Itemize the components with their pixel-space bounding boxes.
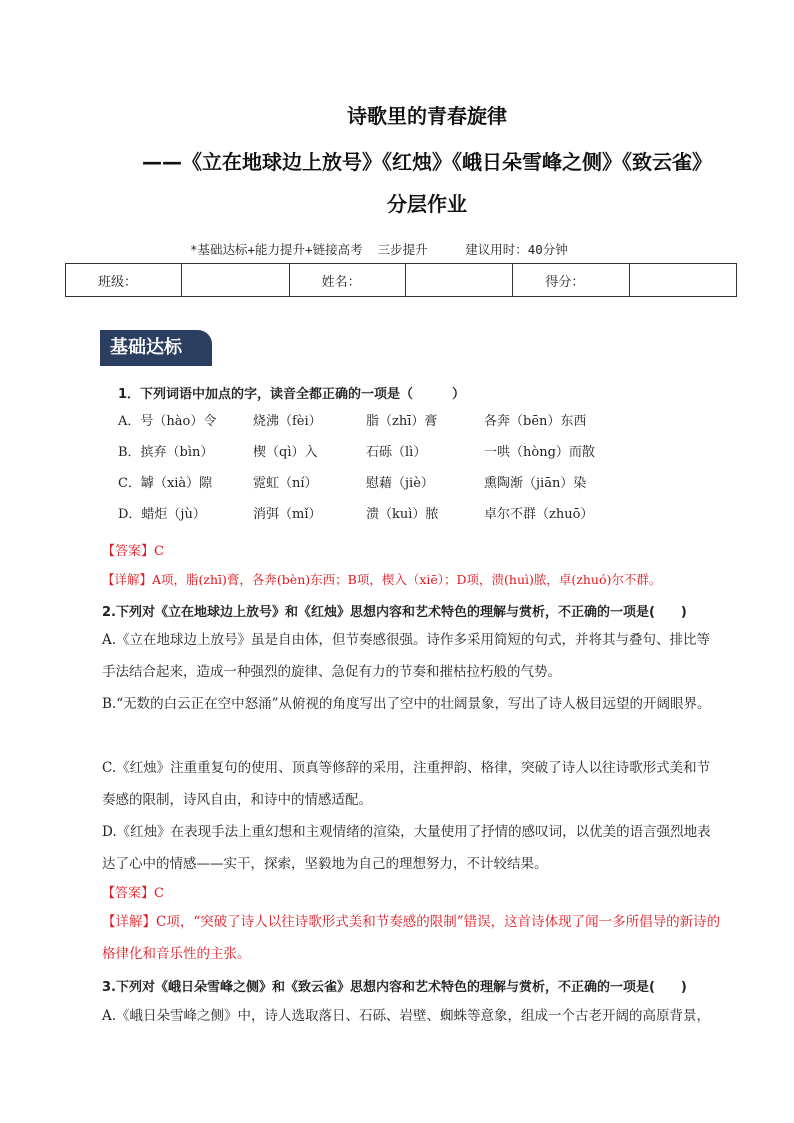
document-tag: 分层作业 [387, 192, 467, 216]
section-badge: 基础达标 [100, 330, 212, 366]
student-info-table [65, 263, 737, 297]
q2-option-a: A.《立在地球边上放号》虽是自由体，但节奏感很强。诗作多采用简短的句式，并将其与叠句、排比等手法结合起来，造成一种强烈的旋律、急促有力的节奏和摧枯拉朽般的气势。 [102, 632, 711, 680]
q1-option: 溃（kuì）脓 [366, 507, 439, 522]
q1-stem: 1．下列词语中加点的字，读音全都正确的一项是（ ） [118, 387, 466, 402]
q1-option: 烧沸（fèi） [253, 414, 322, 429]
answer-label: 【答案】 [102, 544, 155, 559]
q1-option: 一哄（hòng）而散 [484, 445, 595, 460]
detail-text: A项，脂(zhī)膏，各奔(bèn)东西；B项，楔入（xiē）；D项，溃(huì)脓，卓(zhuó)尔不群。 [152, 572, 662, 587]
q2-option-d: D.《红烛》在表现手法上重幻想和主观情绪的渲染，大量使用了抒情的感叹词，以优美的语言强烈地表达了心中的情感——实干，探索，坚毅地为自己的理想努力，不计较结果。 [102, 824, 711, 872]
detail-label: 【详解】 [102, 572, 153, 587]
document-title: 诗歌里的青春旋律 [347, 104, 507, 128]
q1-option: 石砾（lì） [366, 445, 427, 460]
answer-value: C [154, 544, 164, 559]
q1-option: 楔（qì）入 [253, 445, 318, 460]
assignment-meta: *基础达标+能力提升+链接高考 三步提升 建议用时：40分钟 [190, 242, 568, 257]
q1-option: 消弭（mǐ） [253, 507, 322, 522]
detail-label: 【详解】 [102, 914, 156, 930]
class-field[interactable] [182, 264, 289, 297]
q1-option: 慰藉（jiè） [366, 476, 434, 491]
score-field[interactable] [629, 264, 737, 297]
q1-option: B．摈弃（bìn） [118, 445, 214, 460]
answer-value: C [154, 886, 164, 901]
q1-option: 脂（zhī）膏 [366, 414, 438, 429]
q2-option-b: B.“无数的白云正在空中怒涌”从俯视的角度写出了空中的壮阔景象，写出了诗人极目远望的开阔眼界。 [102, 696, 711, 712]
q1-option: D．蜡炬（jù） [118, 507, 206, 522]
q2-stem: 2.下列对《立在地球边上放号》和《红烛》思想内容和艺术特色的理解与赏析，不正确的一项是( ) [102, 605, 687, 620]
score-label: 得分： [513, 264, 629, 297]
q3-stem: 3.下列对《峨日朵雪峰之侧》和《致云雀》思想内容和艺术特色的理解与赏析，不正确的一项是( ) [102, 980, 687, 995]
name-label: 姓名： [289, 264, 405, 297]
q1-option: 卓尔不群（zhuō） [484, 507, 594, 522]
detail-text: C项，“突破了诗人以往诗歌形式美和节奏感的限制”错误，这首诗体现了闻一多所倡导的新诗的格律化和音乐性的主张。 [102, 914, 721, 962]
q1-detail [102, 570, 661, 588]
q1-option: A．号（hào）令 [118, 414, 217, 429]
q2-detail [102, 906, 727, 970]
document-subtitle: ——《立在地球边上放号》《红烛》《峨日朵雪峰之侧》《致云雀》 [142, 150, 712, 174]
q2-option-c: C.《红烛》注重重复句的使用、顶真等修辞的采用，注重押韵、格律，突破了诗人以往诗歌形式美和节奏感的限制，诗风自由，和诗中的情感适配。 [102, 760, 711, 808]
q3-option-a: A.《峨日朵雪峰之侧》中，诗人选取落日、石砾、岩壁、蜘蛛等意象，组成一个古老开阔的高原背景， [102, 1008, 711, 1024]
q1-option: C．罅（xià）隙 [118, 476, 213, 491]
q1-answer [102, 540, 164, 559]
name-field[interactable] [405, 264, 512, 297]
class-label: 班级： [66, 264, 182, 297]
q1-option: 熏陶渐（jiān）染 [484, 476, 587, 491]
q1-option: 各奔（bēn）东西 [484, 414, 587, 429]
q1-option: 霓虹（ní） [253, 476, 318, 491]
q2-answer [102, 882, 164, 901]
answer-label: 【答案】 [102, 886, 155, 901]
